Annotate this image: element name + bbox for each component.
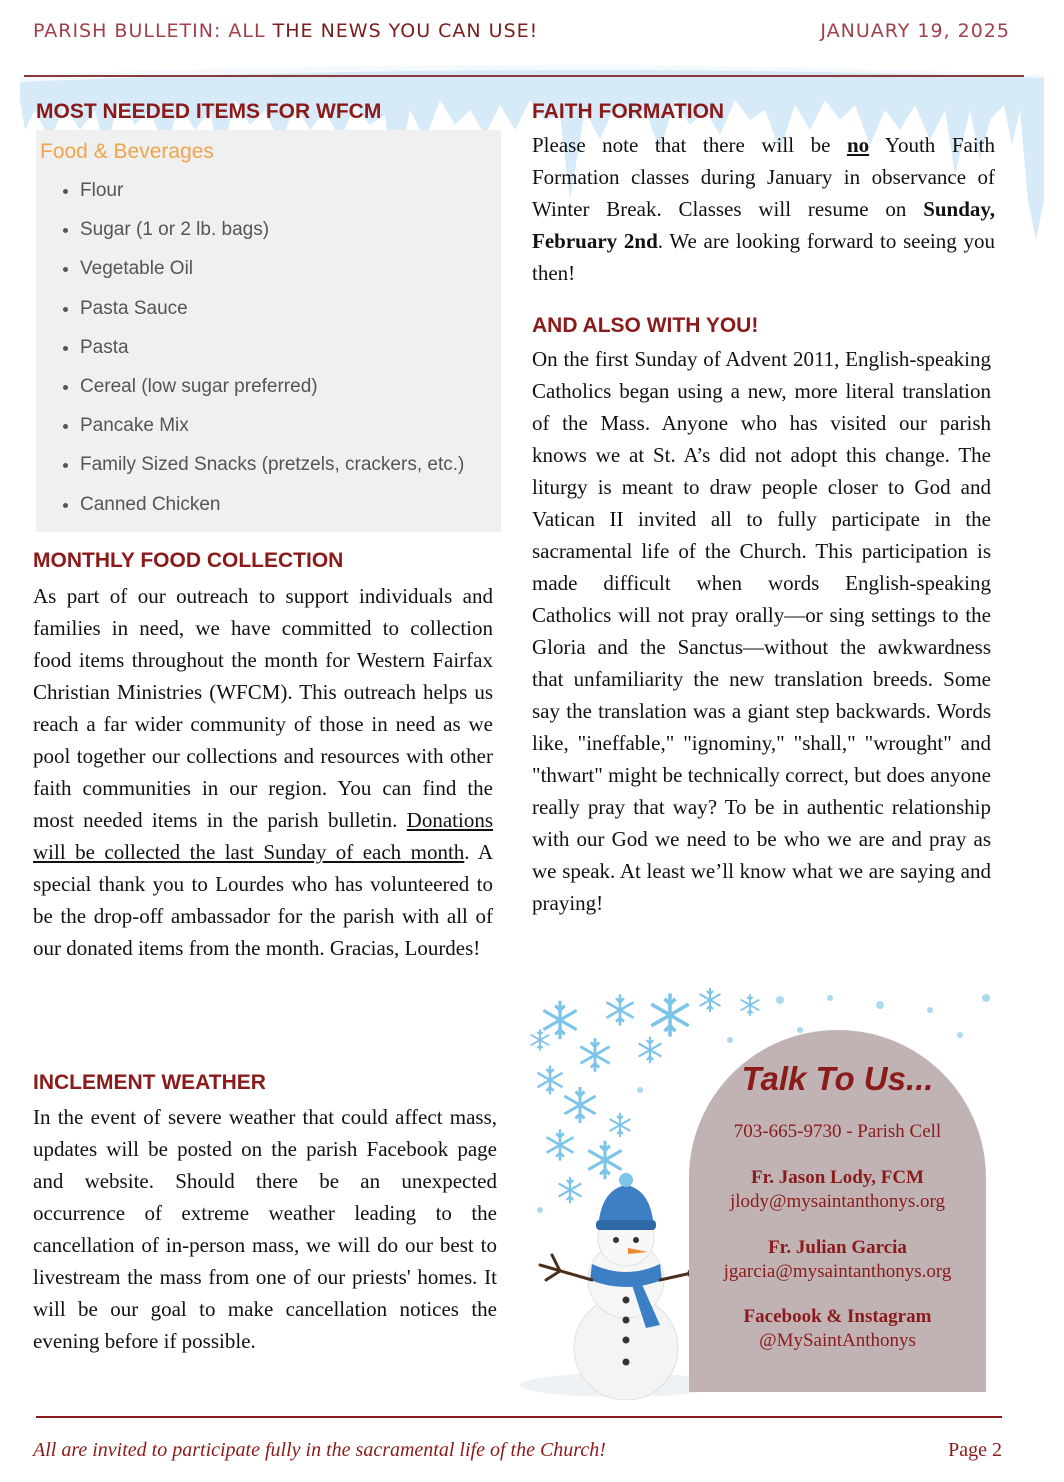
list-item: • Flour xyxy=(80,176,464,215)
list-item: • Sugar (1 or 2 lb. bags) xyxy=(80,215,464,254)
contact-title: Talk To Us... xyxy=(741,1060,934,1097)
weather-text: In the event of severe weather that could affect mass, updates will be posted on the parish Facebook page and website. Should there be an unexpected occurrence of extreme weather leading to the cancellation of in-person mass, we will do our best to livestream the mass from one of our priests' homes. It will be our goal to make cancellation notices the evening before if possible. xyxy=(33,1105,497,1353)
contact-social-handle[interactable]: @MySaintAnthonys xyxy=(759,1330,916,1351)
weather-title: INCLEMENT WEATHER xyxy=(33,1071,266,1094)
list-item: • Family Sized Snacks (pretzels, crackers, etc.) xyxy=(80,450,464,489)
page-number: Page 2 xyxy=(948,1439,1002,1461)
bulletin-date: JANUARY 19, 2025 xyxy=(820,20,1010,42)
list-item: • Pasta xyxy=(80,333,464,372)
contact-phone[interactable]: 703-665-9730 - Parish Cell xyxy=(733,1121,942,1142)
bulletin-title xyxy=(33,20,538,42)
food-collection-text-2: . A special thank you to Lourdes who has volunteered to be the drop-off ambassador for the parish with all of our donated items from the month. Gracias, Lourdes! xyxy=(33,840,493,960)
bulletin-title-part2: THE NEWS YOU CAN USE! xyxy=(272,20,539,42)
list-item: • Pasta Sauce xyxy=(80,294,464,333)
faith-formation-text-2: Youth Faith Formation classes during January in observance of Winter Break. Classes will resume on xyxy=(532,133,995,221)
faith-formation-text-3: . We are looking forward to seeing you then! xyxy=(532,229,995,285)
faith-formation-emphasis: no xyxy=(846,133,870,157)
contact-priest1-name: Fr. Jason Lody, FCM xyxy=(751,1167,924,1188)
faith-formation-text xyxy=(532,129,995,289)
wfcm-subtitle: Food & Beverages xyxy=(40,140,214,163)
also-with-you-text: On the first Sunday of Advent 2011, English-speaking Catholics began using a new, more literal translation of the Mass. Anyone who has visited our parish knows we at St. A’s did not adopt this change. The liturgy is meant to draw people closer to God and Vatican II invited all to fully participate in the sacramental life of the Church. This participation is made difficult when words English-speaking Catholics will not pray orally—or sing settings to the Gloria and the Sanctus—without the awkwardness that unfamiliarity the new translation breeds. Some say the translation was a giant step backwards. Words like, "ineffable," "ignominy," "shall," "wrought" and "thwart" might be technically correct, but does anyone really pray that way? To be in authentic relationship with our God we need to be who we are and pray as we speak. At least we’ll know what we are saying and praying! xyxy=(532,347,991,915)
faith-formation-date: Sunday, February 2nd xyxy=(532,197,995,253)
footer-tagline: All are invited to participate fully in the sacramental life of the Church! xyxy=(33,1439,606,1461)
food-collection-text xyxy=(33,580,493,964)
wfcm-items-list xyxy=(58,176,464,529)
faith-formation-title: FAITH FORMATION xyxy=(532,100,725,123)
list-item: • Vegetable Oil xyxy=(80,254,464,293)
contact-priest2-name: Fr. Julian Garcia xyxy=(768,1237,907,1258)
faith-formation-text-1: Please note that there will be xyxy=(532,133,847,157)
food-collection-text-1: As part of our outreach to support individuals and families in need, we have committed to collection food items throughout the month for Western Fairfax Christian Ministries (WFCM). This outreach helps us reach a far wider community of those in need as we pool together our collections and resources with other faith communities in our region. You can find the most needed items in the parish bulletin. xyxy=(33,584,493,832)
contact-priest2-email[interactable]: jgarcia@mysaintanthonys.org xyxy=(723,1261,952,1282)
list-item: • Cereal (low sugar preferred) xyxy=(80,372,464,411)
bulletin-title-part1: PARISH BULLETIN: ALL xyxy=(33,20,266,42)
footer-divider xyxy=(36,1416,1002,1418)
header-divider xyxy=(24,75,1024,77)
contact-priest1-email[interactable]: jlody@mysaintanthonys.org xyxy=(729,1191,946,1212)
list-item: • Pancake Mix xyxy=(80,411,464,450)
list-item: • Canned Chicken xyxy=(80,490,464,529)
food-collection-underlined: Donations will be collected the last Sunday of each month xyxy=(33,808,493,864)
contact-social-label: Facebook & Instagram xyxy=(743,1306,932,1327)
wfcm-title: MOST NEEDED ITEMS FOR WFCM xyxy=(36,100,382,123)
food-collection-title: MONTHLY FOOD COLLECTION xyxy=(33,549,344,572)
also-with-you-title: AND ALSO WITH YOU! xyxy=(532,314,759,337)
